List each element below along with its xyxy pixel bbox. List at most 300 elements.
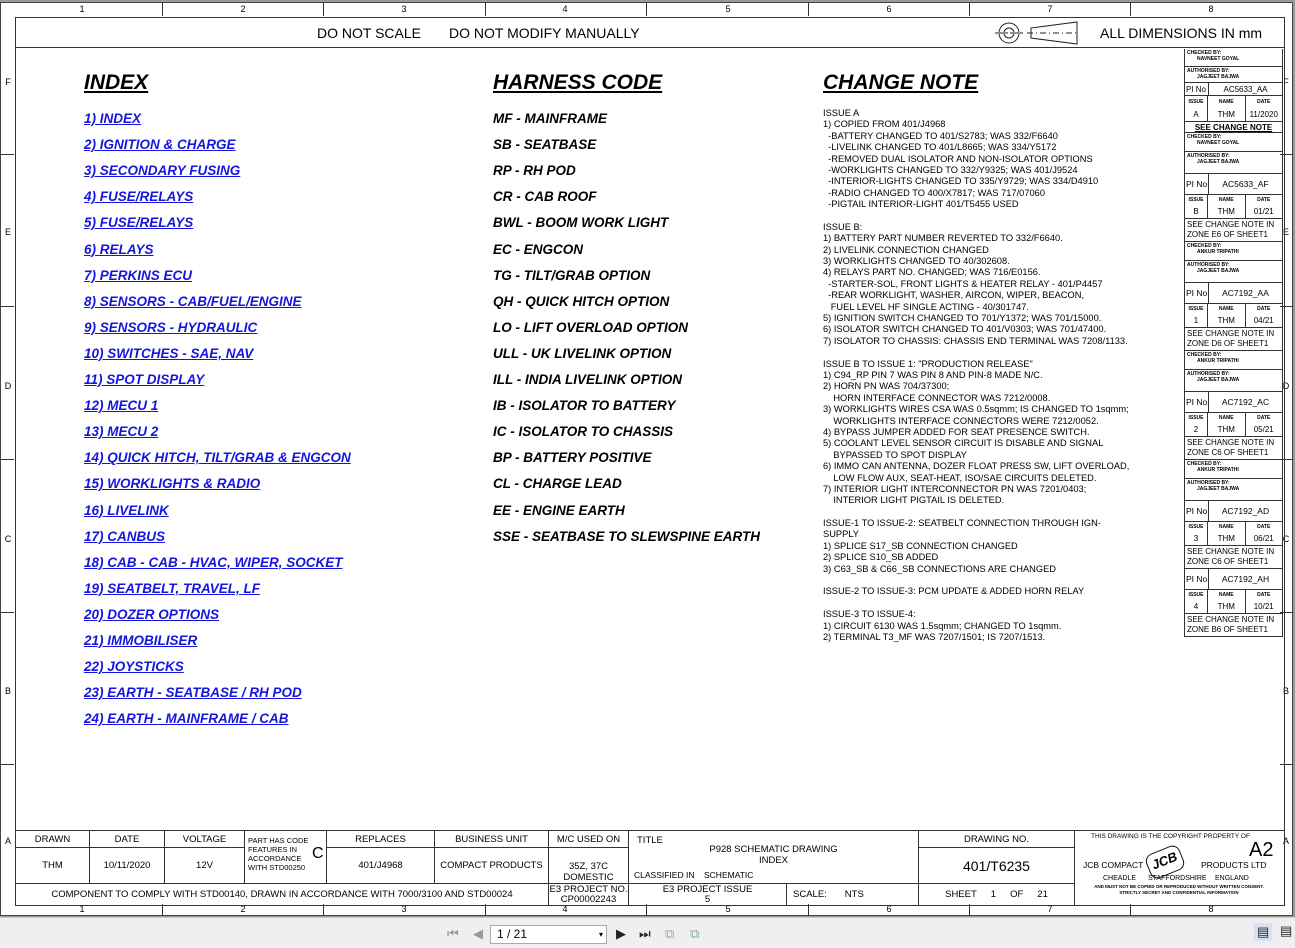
column-number: 2	[240, 904, 246, 914]
part-code-letter: C	[312, 845, 324, 862]
chevron-down-icon: ▾	[598, 930, 603, 939]
change-note-line: ISSUE B:	[823, 221, 863, 232]
business-unit-value: COMPACT PRODUCTS	[434, 847, 549, 884]
row-letter: E	[1282, 227, 1289, 237]
revision-block	[1185, 392, 1282, 460]
change-note-line	[823, 347, 1129, 358]
harness-code-item: EE - ENGINE EARTH	[493, 502, 625, 518]
harness-code-item: EC - ENGCON	[493, 241, 584, 257]
company-left: JCB COMPACT	[1083, 860, 1144, 870]
e3-project-no-label: E3 PROJECT NO.	[549, 883, 628, 895]
row-letter: B	[4, 686, 11, 696]
revision-block	[1185, 569, 1282, 637]
change-note-reference: SEE CHANGE NOTE IN ZONE C6 OF SHEET1	[1185, 437, 1282, 460]
harness-code-heading: HARNESS CODE	[493, 71, 663, 94]
revision-block	[1185, 83, 1282, 133]
pi-label: PI No	[1186, 179, 1208, 189]
change-note-line: -RADIO CHANGED TO 400/X7817; WAS 717/07060	[823, 187, 1046, 198]
index-link[interactable]: 9) SENSORS - HYDRAULIC	[84, 319, 258, 335]
zone-tick	[485, 3, 486, 16]
scale-value: NTS	[844, 889, 864, 900]
change-note-line: 1) COPIED FROM 401/J4968	[823, 119, 946, 130]
index-link[interactable]: 1) INDEX	[84, 111, 142, 126]
change-note-heading: CHANGE NOTE	[823, 71, 979, 94]
issue-header-name: NAME	[1218, 98, 1234, 105]
drawing-title-line2: INDEX	[758, 855, 789, 866]
harness-code-item: RP - RH POD	[493, 163, 576, 179]
change-note-line: 1) SPLICE S17_SB CONNECTION CHANGED	[823, 540, 1018, 551]
change-note-reference: SEE CHANGE NOTE IN ZONE B6 OF SHEET1	[1185, 614, 1282, 637]
change-note-line: ISSUE B TO ISSUE 1: "PRODUCTION RELEASE"	[823, 358, 1033, 369]
issue-row	[1185, 413, 1282, 437]
drawing-title-line1: P928 SCHEMATIC DRAWING	[709, 844, 838, 855]
drawn-label: DRAWN	[15, 830, 90, 848]
change-note-reference: SEE CHANGE NOTE IN ZONE E6 OF SHEET1	[1185, 219, 1282, 242]
authorised-by-label: AUTHORISED BY:	[1187, 262, 1230, 268]
authorised-by-name: JAGJEET BAJWA	[1197, 159, 1240, 165]
classified-label: CLASSIFIED IN	[634, 870, 695, 880]
harness-code-item: LO - LIFT OVERLOAD OPTION	[493, 319, 688, 335]
index-link[interactable]: 7) PERKINS ECU	[84, 267, 193, 283]
issue-cell	[1185, 590, 1207, 613]
harness-code-item: MF - MAINFRAME	[493, 111, 607, 126]
issue-value-issue: 4	[1193, 602, 1199, 611]
next-view-icon[interactable]: ⧉	[690, 926, 700, 941]
next-page-icon[interactable]: ▶	[616, 926, 626, 941]
index-link[interactable]: 4) FUSE/RELAYS	[84, 189, 194, 205]
change-note-line: 2) TERMINAL T3_MF WAS 7207/1501; IS 7207/1513.	[823, 631, 1046, 642]
issue-value-name: THM	[1217, 316, 1235, 325]
authorised-by-cell	[1185, 152, 1282, 174]
pi-label: PI No	[1186, 288, 1208, 298]
change-note-line: 6) ISOLATOR SWITCH CHANGED TO 401/V0303; WAS 701/47400.	[823, 324, 1107, 335]
change-note-reference: SEE CHANGE NOTE IN ZONE D6 OF SHEET1	[1185, 328, 1282, 351]
issue-header-name: NAME	[1218, 524, 1234, 530]
issue-header-name: NAME	[1218, 197, 1234, 203]
pi-label: PI No	[1186, 84, 1207, 94]
authorised-by-label: AUTHORISED BY:	[1187, 153, 1230, 159]
zone-tick	[1, 612, 14, 613]
change-note-reference: SEE CHANGE NOTE IN ZONE C6 OF SHEET1	[1185, 546, 1282, 569]
issue-header-issue: ISSUE	[1188, 306, 1204, 312]
authorised-by-label: AUTHORISED BY:	[1187, 480, 1230, 486]
row-letter: D	[4, 381, 12, 391]
harness-code-item: CL - CHARGE LEAD	[493, 476, 622, 492]
change-note-line: -BATTERY CHANGED TO 401/S2783; WAS 332/F6640	[823, 130, 1058, 141]
zone-tick	[969, 3, 970, 16]
drawn-value: THM	[15, 847, 90, 884]
viewer-toolbar	[0, 917, 1295, 948]
change-note-line: FUEL LEVEL HF SINGLE ACTING - 40/301747.	[823, 301, 1029, 312]
checked-by-name: NAVNEET GOYAL	[1197, 140, 1240, 146]
issue-value-name: THM	[1217, 602, 1235, 611]
issue-cell	[1245, 413, 1283, 436]
revision-block	[1185, 501, 1282, 569]
date-value: 10/11/2020	[89, 847, 165, 884]
pi-number: AC7192_AA	[1208, 283, 1282, 303]
issue-value-issue: 1	[1193, 316, 1199, 325]
voltage-value: 12V	[164, 847, 245, 884]
change-note-line	[823, 598, 1129, 609]
row-letter: E	[4, 227, 11, 237]
change-note-line: ISSUE A	[823, 108, 860, 118]
change-note-line: -WORKLIGHTS CHANGED TO 332/Y9325; WAS 401/J9524	[823, 164, 1078, 175]
index-link[interactable]: 12) MECU 1	[84, 398, 159, 414]
harness-code-item: SB - SEATBASE	[493, 137, 597, 153]
row-letter: C	[4, 534, 12, 544]
change-note-line: 3) C63_SB & C66_SB CONNECTIONS ARE CHANGED	[823, 563, 1057, 574]
index-link[interactable]: 19) SEATBELT, TRAVEL, LF	[84, 580, 261, 596]
last-page-icon[interactable]: ⏭	[639, 926, 651, 941]
index-link[interactable]: 3) SECONDARY FUSING	[84, 163, 241, 179]
column-number: 6	[886, 4, 892, 14]
index-link[interactable]: 5) FUSE/RELAYS	[84, 215, 194, 231]
column-number: 7	[1047, 4, 1053, 14]
issue-header-issue: ISSUE	[1188, 415, 1204, 421]
change-note-line: 3) WORKLIGHTS CHANGED TO 40/302608.	[823, 256, 1010, 267]
checked-by-label: CHECKED BY:	[1187, 461, 1222, 467]
do-not-modify-note: DO NOT MODIFY MANUALLY	[449, 25, 640, 41]
index-link[interactable]: 8) SENSORS - CAB/FUEL/ENGINE	[84, 293, 302, 309]
column-number: 8	[1208, 4, 1214, 14]
index-link[interactable]: 20) DOZER OPTIONS	[84, 606, 220, 622]
issue-value-date: 05/21	[1253, 425, 1274, 434]
authorised-by-name: JAGJEET BAJWA	[1197, 74, 1240, 80]
harness-code-item: TG - TILT/GRAB OPTION	[493, 267, 651, 283]
harness-code-item: IC - ISOLATOR TO CHASSIS	[493, 424, 674, 440]
date-label: DATE	[89, 830, 165, 848]
sign-off-block	[1185, 242, 1282, 283]
checked-by-label: CHECKED BY:	[1187, 134, 1222, 140]
change-note-line: 2) SPLICE S10_SB ADDED	[823, 552, 939, 563]
issue-cell	[1207, 195, 1245, 218]
index-link[interactable]: 18) CAB - CAB - HVAC, WIPER, SOCKET	[84, 554, 343, 570]
index-link[interactable]: 2) IGNITION & CHARGE	[84, 137, 236, 153]
zone-tick	[1, 306, 14, 307]
company-right: PRODUCTS LTD	[1201, 860, 1267, 870]
change-note-line: ISSUE-2 TO ISSUE-3: PCM UPDATE & ADDED HORN RELAY	[823, 586, 1085, 597]
harness-code-item: QH - QUICK HITCH OPTION	[493, 293, 670, 309]
issue-value-name: THM	[1217, 207, 1235, 216]
zone-tick	[1, 459, 14, 460]
issue-header-issue: ISSUE	[1188, 592, 1204, 598]
pi-number: AC7192_AD	[1208, 501, 1282, 521]
column-number: 5	[725, 4, 731, 14]
issue-cell	[1245, 96, 1283, 121]
zone-tick	[323, 3, 324, 16]
authorised-by-cell	[1185, 67, 1282, 83]
sign-off-block	[1185, 133, 1282, 174]
pi-label: PI No	[1186, 506, 1208, 516]
of-label: OF	[1010, 889, 1024, 900]
zone-tick	[1130, 3, 1131, 16]
business-unit-label: BUSINESS UNIT	[434, 830, 549, 848]
change-note-line: SUPPLY	[823, 529, 859, 540]
previous-view-icon[interactable]: ⧉	[665, 926, 675, 941]
change-note-line: 3) WORKLIGHTS WIRES CSA WAS 0.5sqmm; IS CHANGED TO 1sqmm;	[823, 404, 1129, 415]
issue-cell	[1207, 413, 1245, 436]
issue-value-name: THM	[1217, 534, 1235, 543]
checked-by-name: ANKUR TRIPATHI	[1197, 467, 1239, 473]
index-link[interactable]: 23) EARTH - SEATBASE / RH POD	[84, 685, 302, 701]
zone-tick	[646, 3, 647, 16]
e3-project-issue	[628, 883, 787, 906]
checked-by-name: ANKUR TRIPATHI	[1197, 358, 1239, 364]
header-divider	[15, 47, 1285, 48]
checked-by-label: CHECKED BY:	[1187, 50, 1222, 56]
change-note-line: -INTERIOR-LIGHTS CHANGED TO 335/Y9729; WAS 334/D4910	[823, 176, 1099, 187]
replaces-value: 401/J4968	[326, 847, 435, 884]
change-note-line: BYPASSED TO SPOT DISPLAY	[823, 449, 967, 460]
issue-cell	[1245, 522, 1283, 545]
dimensions-note: ALL DIMENSIONS IN mm	[1100, 25, 1263, 41]
change-note-line: 4) RELAYS PART NO. CHANGED; WAS 716/E0156.	[823, 267, 1041, 278]
issue-header-issue: ISSUE	[1188, 524, 1204, 530]
checked-by-cell	[1185, 460, 1282, 479]
secret-note-2: STRICTLY SECRET AND CONFIDENTIAL INFORMATION	[1119, 890, 1239, 895]
change-note-line: 2) LIVELINK CONNECTION CHANGED	[823, 244, 989, 255]
issue-cell	[1185, 522, 1207, 545]
column-number: 7	[1047, 904, 1053, 914]
continuous-view-icon[interactable]: ▤	[1280, 923, 1293, 938]
issue-cell	[1207, 304, 1245, 327]
column-number: 4	[562, 904, 568, 914]
change-note-line	[823, 507, 1129, 518]
change-note-line: ISSUE-1 TO ISSUE-2: SEATBELT CONNECTION THROUGH IGN-	[823, 518, 1101, 529]
change-note-line: 6) IMMO CAN ANTENNA, DOZER FLOAT PRESS SW, LIFT OVERLOAD,	[823, 461, 1130, 472]
index-link[interactable]: 21) IMMOBILISER	[84, 633, 198, 648]
issue-value-date: 01/21	[1253, 207, 1274, 216]
issue-cell	[1245, 590, 1283, 613]
issue-header-date: DATE	[1257, 592, 1271, 598]
issue-header-date: DATE	[1257, 98, 1271, 105]
compliance-note: COMPONENT TO COMPLY WITH STD00140, DRAWN IN ACCORDANCE WITH 7000/3100 AND STD00024	[15, 883, 549, 906]
change-note-line: 5) IGNITION SWITCH CHANGED TO 701/Y1372; WAS 701/15000.	[823, 313, 1102, 324]
column-number: 8	[1208, 904, 1214, 914]
row-letter: C	[1282, 534, 1290, 544]
page-selector[interactable]	[490, 925, 607, 944]
authorised-by-cell	[1185, 370, 1282, 392]
row-letter: F	[5, 77, 11, 87]
pi-label: PI No	[1186, 397, 1208, 407]
index-heading: INDEX	[84, 71, 149, 94]
drawing-sheet	[0, 2, 1293, 916]
issue-cell	[1207, 522, 1245, 545]
issue-value-issue: 3	[1193, 534, 1199, 543]
issue-row	[1185, 96, 1282, 122]
checked-by-cell	[1185, 133, 1282, 152]
index-link[interactable]: 22) JOYSTICKS	[84, 659, 184, 675]
column-number: 6	[886, 904, 892, 914]
issue-value-issue: 2	[1193, 425, 1199, 434]
issue-header-date: DATE	[1257, 415, 1271, 421]
checked-by-name: NAVNEET GOYAL	[1197, 56, 1240, 62]
row-letter: A	[1282, 836, 1289, 846]
index-link[interactable]: 24) EARTH - MAINFRAME / CAB	[84, 711, 289, 727]
single-page-view-icon[interactable]: ▤	[1254, 923, 1272, 941]
row-letter: D	[1282, 381, 1290, 391]
sheet-number: 1	[990, 889, 997, 900]
change-note-text	[823, 108, 1129, 643]
issue-row	[1185, 195, 1282, 219]
change-note-line: 5) COOLANT LEVEL SENSOR CIRCUIT IS DISABLE AND SIGNAL	[823, 438, 1104, 449]
index-link[interactable]: 11) SPOT DISPLAY	[84, 372, 205, 387]
projection-symbol-icon	[993, 20, 1079, 46]
issue-value-date: 10/21	[1253, 602, 1274, 611]
harness-code-item: BP - BATTERY POSITIVE	[493, 450, 652, 466]
row-letter: A	[4, 836, 11, 846]
issue-header-issue: ISSUE	[1188, 98, 1204, 105]
sign-off-block	[1185, 49, 1282, 83]
e3-project-no	[548, 883, 629, 906]
issue-cell	[1207, 590, 1245, 613]
replaces-label: REPLACES	[326, 830, 435, 848]
revision-block	[1185, 174, 1282, 242]
change-note-line: 7) ISOLATOR TO CHASSIS: CHASSIS END TERMINAL WAS 7208/1133.	[823, 335, 1128, 346]
issue-cell	[1185, 96, 1207, 121]
pi-number-row	[1185, 174, 1282, 195]
scale-label: SCALE:	[793, 889, 827, 900]
harness-code-item: IB - ISOLATOR TO BATTERY	[493, 398, 676, 414]
sheet-total: 21	[1037, 889, 1048, 900]
pi-number: AC7192_AH	[1208, 569, 1282, 589]
copyright-note: THIS DRAWING IS THE COPYRIGHT PROPERTY OF	[1091, 833, 1250, 840]
revision-block	[1185, 283, 1282, 351]
address-town: CHEADLE	[1103, 875, 1137, 882]
authorised-by-name: JAGJEET BAJWA	[1197, 486, 1240, 492]
checked-by-cell	[1185, 351, 1282, 370]
pi-number-row	[1185, 392, 1282, 413]
change-note-line: 7) INTERIOR LIGHT INTERCONNECTOR PN WAS 7201/0403;	[823, 483, 1087, 494]
index-link[interactable]: 14) QUICK HITCH, TILT/GRAB & ENGCON	[84, 450, 351, 466]
issue-cell	[1185, 304, 1207, 327]
checked-by-cell	[1185, 49, 1282, 67]
authorised-by-name: JAGJEET BAJWA	[1197, 377, 1240, 383]
column-number: 1	[79, 4, 85, 14]
change-note-reference: SEE CHANGE NOTE	[1185, 122, 1282, 133]
change-note-line	[823, 211, 1129, 222]
harness-code-item: ULL - UK LIVELINK OPTION	[493, 345, 672, 361]
change-note-line: -LIVELINK CHANGED TO 401/L8665; WAS 334/Y5172	[823, 142, 1057, 153]
index-link[interactable]: 13) MECU 2	[84, 424, 159, 440]
column-number: 3	[401, 904, 407, 914]
row-letter: F	[1283, 77, 1289, 87]
address-county: STAFFORDSHIRE	[1148, 875, 1207, 882]
change-note-line: WORKLIGHTS INTERFACE CONNECTORS WERE 7212/0052.	[823, 415, 1099, 426]
issue-value-issue: A	[1193, 109, 1199, 119]
first-page-icon[interactable]: ⏮	[447, 926, 459, 941]
index-link[interactable]: 6) RELAYS	[84, 241, 154, 257]
issue-row	[1185, 304, 1282, 328]
index-link[interactable]: 16) LIVELINK	[84, 502, 169, 518]
jcb-logo: JCB	[1143, 843, 1186, 881]
checked-by-cell	[1185, 242, 1282, 261]
issue-value-name: THM	[1217, 425, 1235, 434]
classified-value: SCHEMATIC	[704, 870, 754, 880]
part-code-note: PART HAS CODE FEATURES IN ACCORDANCE WITH STD00250	[244, 830, 327, 884]
index-link[interactable]: 10) SWITCHES - SAE, NAV	[84, 345, 254, 361]
issue-value-date: 11/2020	[1249, 109, 1278, 119]
pi-number-row	[1185, 569, 1282, 590]
e3-issue-label: E3 PROJECT ISSUE	[662, 883, 753, 895]
zone-tick	[1, 764, 14, 765]
issue-header-date: DATE	[1257, 306, 1271, 312]
issue-cell	[1185, 195, 1207, 218]
pi-number: AC5633_AA	[1208, 83, 1282, 95]
index-link[interactable]: 17) CANBUS	[84, 528, 166, 544]
issue-header-name: NAME	[1218, 592, 1234, 598]
change-note-line	[823, 575, 1129, 586]
authorised-by-label: AUTHORISED BY:	[1187, 68, 1230, 74]
issue-value-date: 06/21	[1253, 534, 1274, 543]
change-note-line: LOW FLOW AUX, SEAT-HEAT, ISO/SAE CIRCUITS DELETED.	[823, 472, 1097, 483]
issue-value-name: THM	[1217, 109, 1235, 119]
drawing-no-label: DRAWING NO.	[918, 830, 1075, 848]
checked-by-label: CHECKED BY:	[1187, 352, 1222, 358]
index-link[interactable]: 15) WORKLIGHTS & RADIO	[84, 476, 261, 492]
title-label: TITLE	[637, 835, 663, 846]
change-note-line: -REMOVED DUAL ISOLATOR AND NON-ISOLATOR OPTIONS	[823, 153, 1093, 164]
row-letter: B	[1282, 686, 1289, 696]
e3-issue-value: 5	[704, 893, 711, 905]
e3-project-no-value: CP00002243	[560, 893, 617, 905]
do-not-scale-note: DO NOT SCALE	[317, 25, 421, 41]
authorised-by-label: AUTHORISED BY:	[1187, 371, 1230, 377]
column-number: 1	[79, 904, 85, 914]
pi-label: PI No	[1186, 574, 1208, 584]
issue-value-date: 04/21	[1253, 316, 1274, 325]
column-number: 5	[725, 904, 731, 914]
change-note-line: 4) BYPASS JUMPER ADDED FOR SEAT PRESENCE SWITCH.	[823, 426, 1090, 437]
drawing-no-value: 401/T6235	[918, 847, 1075, 884]
issue-cell	[1185, 413, 1207, 436]
sheet-size: A2	[1249, 839, 1274, 861]
column-number: 3	[401, 4, 407, 14]
issue-row	[1185, 522, 1282, 546]
mc-used-value: 35Z, 37C DOMESTIC	[548, 847, 629, 884]
authorised-by-name: JAGJEET BAJWA	[1197, 268, 1240, 274]
column-number: 4	[562, 4, 568, 14]
previous-page-icon[interactable]: ◀	[473, 926, 483, 941]
voltage-label: VOLTAGE	[164, 830, 245, 848]
issue-header-date: DATE	[1257, 197, 1271, 203]
change-note-line: -PIGTAIL INTERIOR-LIGHT 401/T5455 USED	[823, 199, 1019, 210]
issue-value-issue: B	[1193, 207, 1199, 216]
issue-header-date: DATE	[1257, 524, 1271, 530]
zone-tick	[808, 3, 809, 16]
checked-by-name: ANKUR TRIPATHI	[1197, 249, 1239, 255]
pi-number-row	[1185, 501, 1282, 522]
scale-cell	[786, 883, 919, 906]
sheet-label: SHEET	[945, 889, 977, 900]
zone-tick	[162, 3, 163, 16]
page-selector-value: 1 / 21	[497, 927, 528, 941]
zone-tick	[1, 154, 14, 155]
issue-cell	[1245, 195, 1283, 218]
harness-code-item: CR - CAB ROOF	[493, 189, 597, 205]
pi-number-row	[1185, 283, 1282, 304]
revision-column	[1184, 49, 1283, 637]
change-note-line: INTERIOR LIGHT PIGTAIL IS DELETED.	[823, 495, 1005, 506]
issue-cell	[1245, 304, 1283, 327]
issue-cell	[1207, 96, 1245, 121]
authorised-by-cell	[1185, 479, 1282, 501]
change-note-line: -REAR WORKLIGHT, WASHER, AIRCON, WIPER, BEACON,	[823, 290, 1085, 301]
change-note-line: 1) C94_RP PIN 7 WAS PIN 8 AND PIN-8 MADE N/C.	[823, 369, 1043, 380]
change-note-line: 1) CIRCUIT 6130 WAS 1.5sqmm; CHANGED TO 1sqmm.	[823, 620, 1062, 631]
harness-code-item: ILL - INDIA LIVELINK OPTION	[493, 372, 682, 387]
column-number: 2	[240, 4, 246, 14]
